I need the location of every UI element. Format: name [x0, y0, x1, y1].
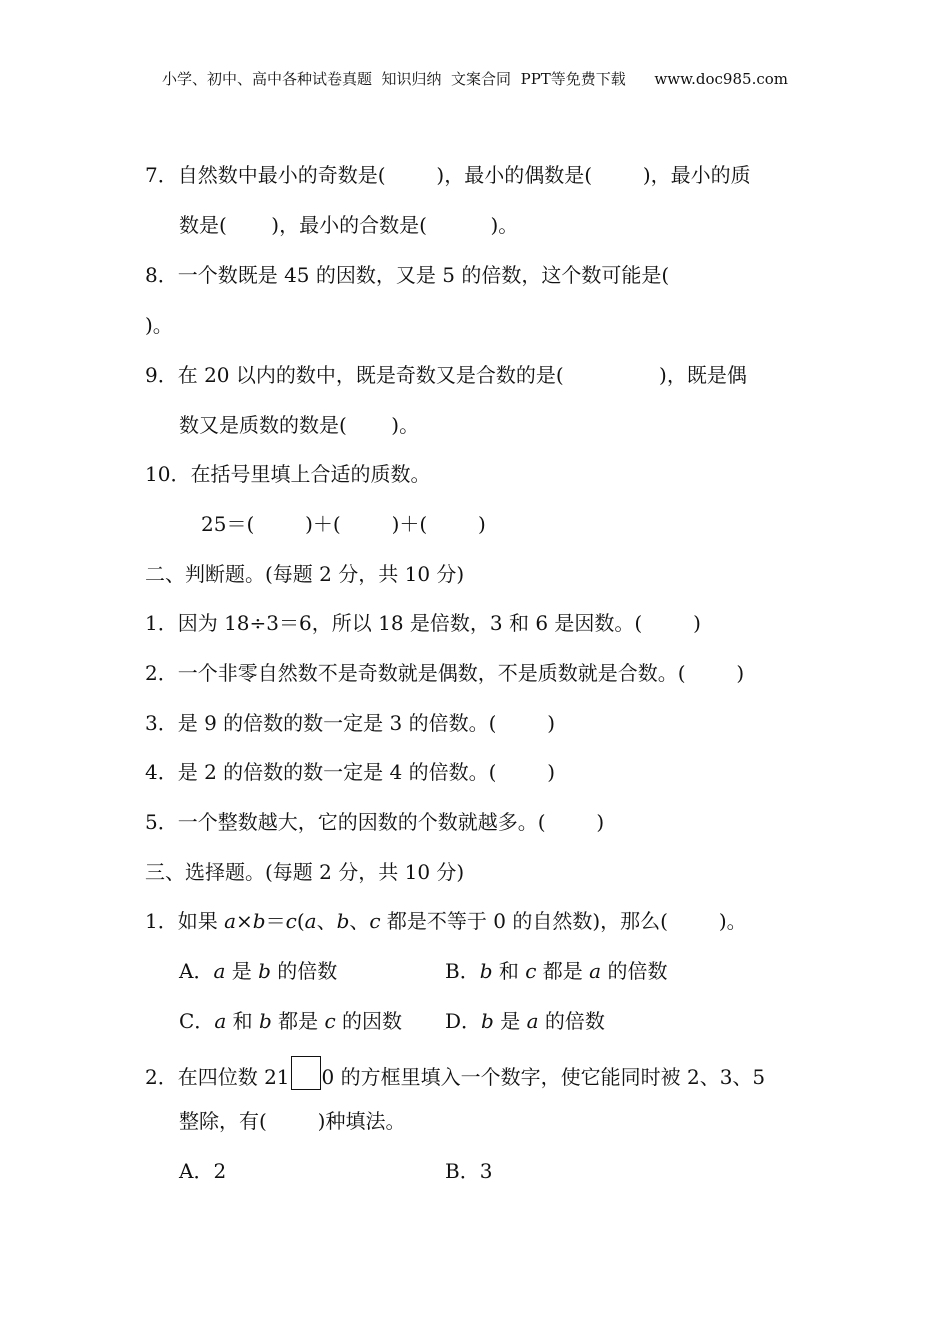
question-10-line2: 25＝( )＋( )＋( ): [201, 512, 486, 536]
judge-item-4: 4．是 2 的倍数的数一定是 4 的倍数。( ): [145, 760, 556, 784]
judge-item-1: 1．因为 18÷3＝6，所以 18 是倍数，3 和 6 是因数。( ): [145, 611, 701, 635]
judge-item-2: 2．一个非零自然数不是奇数就是偶数，不是质数就是合数。( ): [145, 661, 745, 685]
question-9-line2: 数又是质数的数是( )。: [179, 413, 420, 437]
choice-1-option-c: C．a 和 b 都是 c 的因数: [179, 1009, 403, 1033]
choice-question-2-line2: 整除，有( )种填法。: [179, 1109, 406, 1133]
choice-2-option-b: B．3: [445, 1159, 493, 1183]
section-2-title: 二、判断题。(每题 2 分，共 10 分): [145, 562, 465, 586]
judge-item-3: 3．是 9 的倍数的数一定是 3 的倍数。( ): [145, 711, 556, 735]
question-9-line1: 9．在 20 以内的数中，既是奇数又是合数的是( )，既是偶: [145, 363, 747, 387]
question-8-line1: 8．一个数既是 45 的因数，又是 5 的倍数，这个数可能是(: [145, 263, 670, 287]
judge-item-5: 5．一个整数越大，它的因数的个数就越多。( ): [145, 810, 605, 834]
question-8-line2: )。: [145, 313, 173, 337]
question-10-line1: 10．在括号里填上合适的质数。: [145, 462, 431, 486]
question-7-line1: 7．自然数中最小的奇数是( )，最小的偶数是( )，最小的质: [145, 163, 751, 187]
digit-box: [291, 1056, 321, 1090]
question-7-line2: 数是( )，最小的合数是( )。: [179, 213, 519, 237]
page-header: 小学、初中、高中各种试卷真题 知识归纳 文案合同 PPT等免费下载 www.doc985.com: [161, 70, 788, 88]
section-3-title: 三、选择题。(每题 2 分，共 10 分): [145, 860, 465, 884]
choice-2-option-a: A．2: [179, 1159, 227, 1183]
choice-question-2-line1: 2．在四位数 21 0 的方框里填入一个数字，使它能同时被 2、3、5: [145, 1056, 765, 1092]
choice-1-option-b: B．b 和 c 都是 a 的倍数: [445, 959, 668, 983]
choice-question-1: 1．如果 a×b＝c(a、b、c 都是不等于 0 的自然数)，那么( )。: [145, 909, 747, 933]
choice-1-option-a: A．a 是 b 的倍数: [179, 959, 338, 983]
choice-1-option-d: D．b 是 a 的倍数: [445, 1009, 605, 1033]
